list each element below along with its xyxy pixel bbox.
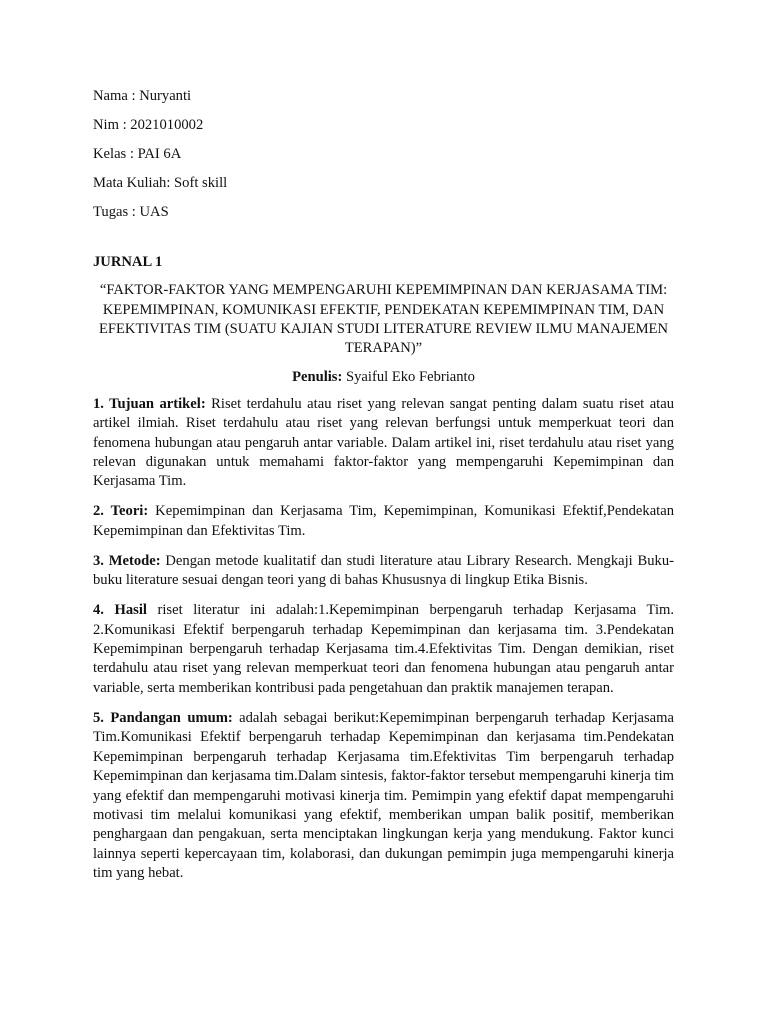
- student-info: [93, 87, 674, 221]
- section-heading: 4. Hasil: [93, 602, 147, 619]
- student-class: Kelas : PAI 6A: [93, 146, 182, 162]
- section-text: Riset terdahulu atau riset yang relevan sangat penting dalam suatu riset atau artikel ilmiah. Riset terdahulu atau riset yang relevan berfungsi untuk memperkuat teori dan fenomena hubungan atau pengaruh antar variable. Dalam artikel ini, riset terdahulu atau riset yang relevan digunakan untuk memahami faktor-faktor yang mempengaruhi Kepemimpinan dan Kerjasama Tim.: [93, 395, 674, 490]
- section-pandangan: [93, 709, 674, 884]
- student-name: Nama : Nuryanti: [93, 88, 192, 104]
- student-nim: Nim : 2021010002: [93, 117, 204, 133]
- journal-title: “FAKTOR-FAKTOR YANG MEMPENGARUHI KEPEMIMPINAN DAN KERJASAMA TIM: KEPEMIMPINAN, KOMUNIKASI EFEKTIF, PENDEKATAN KEPEMIMPINAN TIM, DAN EFEKTIVITAS TIM (SUATU KAJIAN STUDI LITERATURE REVIEW ILMU MANAJEMEN TERAPAN)”: [98, 282, 669, 357]
- section-text: Dengan metode kualitatif dan studi literature atau Library Research. Mengkaji Buku-buku literature sesuai dengan teori yang di bahas Khususnya di lingkup Etika Bisnis.: [93, 552, 674, 589]
- author-name: Syaiful Eko Febrianto: [342, 368, 475, 385]
- assignment-type: Tugas : UAS: [93, 204, 169, 220]
- journal-label: JURNAL 1: [93, 254, 163, 271]
- section-text: Kepemimpinan dan Kerjasama Tim, Kepemimpinan, Komunikasi Efektif,Pendekatan Kepemimpinan dan Efektivitas Tim.: [93, 503, 674, 539]
- section-metode: [93, 552, 674, 591]
- section-heading: 3. Metode:: [93, 552, 161, 569]
- section-heading: 5. Pandangan umum:: [93, 709, 233, 726]
- author-label: Penulis:: [292, 368, 343, 385]
- section-hasil: [93, 601, 674, 698]
- section-text: adalah sebagai berikut:Kepemimpinan berpengaruh terhadap Kerjasama Tim.Komunikasi Efektif berpengaruh terhadap Kepemimpinan dan kerjasama tim.Pendekatan Kepemimpinan berpengaruh terhadap Kerjasama tim.Efektivitas Tim berpengaruh terhadap Kepemimpinan dan kerjasama tim.Dalam sintesis, faktor-faktor tersebut mempengaruhi kinerja tim yang efektif dan mempengaruhi motivasi kinerja tim. Pemimpin yang efektif dapat mempengaruhi motivasi tim melalui komunikasi yang efektif, memberikan umpan balik positif, memberikan penghargaan dan pengakuan, serta menciptakan lingkungan kerja yang mendukung. Faktor kunci lainnya seperti kepercayaan tim, kolaborasi, dan dukungan pemimpin juga mempengaruhi kinerja tim yang hebat.: [93, 709, 674, 882]
- course-name: Mata Kuliah: Soft skill: [93, 175, 228, 191]
- document-body: [93, 87, 674, 894]
- section-tujuan: [93, 395, 674, 492]
- journal-author: [93, 368, 674, 386]
- section-heading: 1. Tujuan artikel:: [93, 395, 206, 412]
- section-teori: [93, 502, 674, 541]
- section-heading: 2. Teori:: [93, 503, 149, 520]
- section-text: riset literatur ini adalah:1.Kepemimpinan berpengaruh terhadap Kerjasama Tim. 2.Komunikasi Efektif berpengaruh terhadap Kepemimpinan dan kerjasama tim. 3.Pendekatan Kepemimpinan berpengaruh terhadap Kerjasama tim.4.Efektivitas Tim. Dengan demikian, riset terdahulu atau riset yang relevan memperkuat teori dan fenomena hubungan atau pengaruh antar variable, serta memberikan kontribusi pada pengetahuan dan praktik manajemen terapan.: [93, 602, 675, 696]
